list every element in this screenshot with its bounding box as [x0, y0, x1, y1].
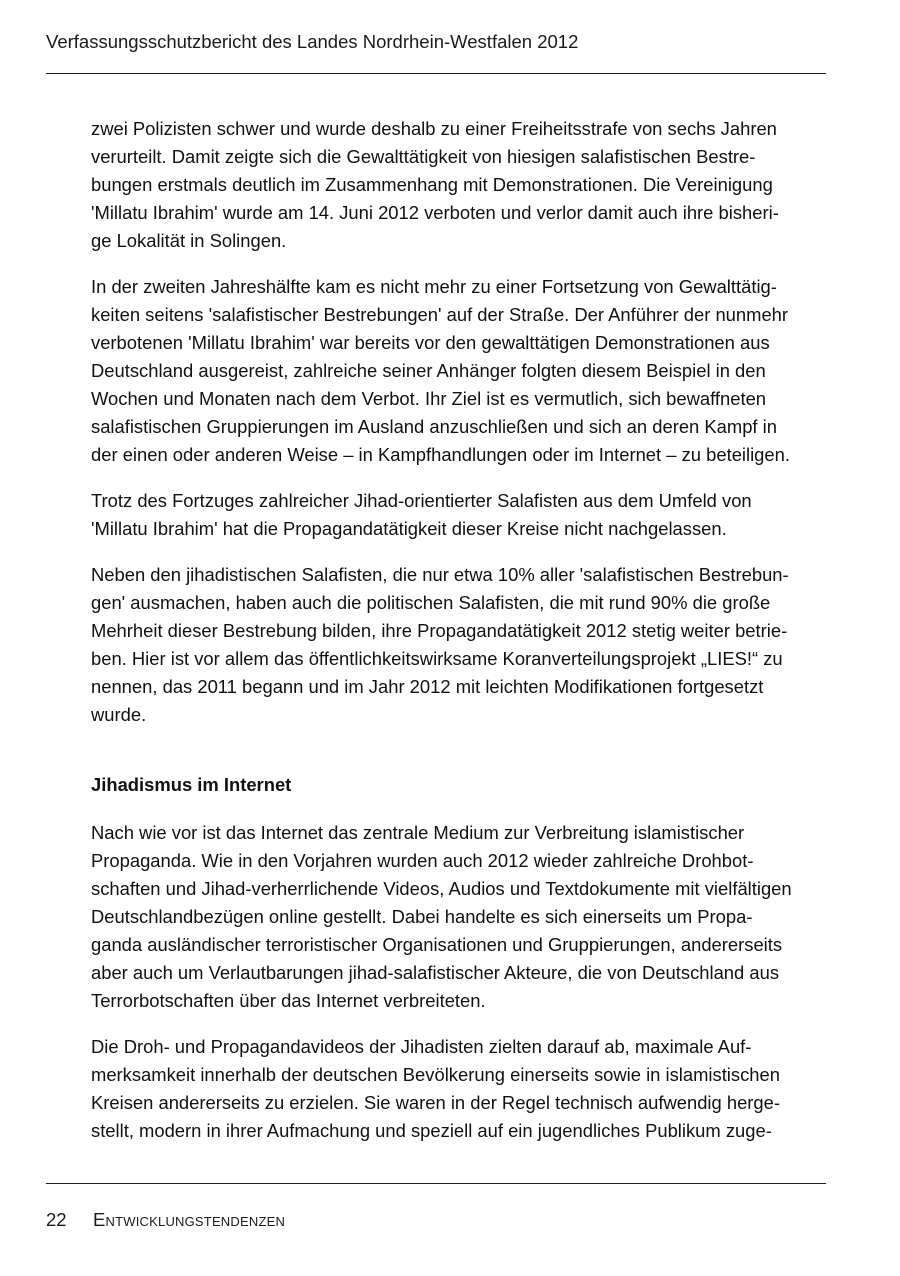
text-line: Die Droh- und Propagandavideos der Jihadisten zielten darauf ab, maximale Auf- [91, 1036, 752, 1057]
text-line: merksamkeit innerhalb der deutschen Bevölkerung einerseits sowie in islamistischen [91, 1064, 780, 1085]
text-line: bungen erstmals deutlich im Zusammenhang mit Demonstrationen. Die Vereinigung [91, 174, 773, 195]
text-line: verurteilt. Damit zeigte sich die Gewalttätigkeit von hiesigen salafistischen Bestre- [91, 146, 756, 167]
text-line: Neben den jihadistischen Salafisten, die nur etwa 10% aller 'salafistischen Bestrebun- [91, 564, 789, 585]
page-footer [46, 1208, 285, 1232]
paragraph [91, 819, 831, 1015]
footer-rule [46, 1183, 826, 1184]
paragraph [91, 273, 831, 469]
text-line: stellt, modern in ihrer Aufmachung und speziell auf ein jugendliches Publikum zuge- [91, 1120, 772, 1141]
section-heading: Jihadismus im Internet [91, 774, 292, 795]
text-line: verbotenen 'Millatu Ibrahim' war bereits vor den gewalttätigen Demonstrationen aus [91, 332, 770, 353]
paragraph [91, 487, 831, 543]
running-header-title: Verfassungsschutzbericht des Landes Nordrhein-Westfalen 2012 [46, 31, 579, 52]
text-line: Deutschlandbezügen online gestellt. Dabei handelte es sich einerseits um Propa- [91, 906, 753, 927]
text-line: ge Lokalität in Solingen. [91, 230, 287, 251]
text-line: Wochen und Monaten nach dem Verbot. Ihr Ziel ist es vermutlich, sich bewaffneten [91, 388, 767, 409]
paragraph [91, 115, 831, 255]
text-line: der einen oder anderen Weise – in Kampfhandlungen oder im Internet – zu beteiligen. [91, 444, 790, 465]
text-line: gen' ausmachen, haben auch die politischen Salafisten, die mit rund 90% die große [91, 592, 771, 613]
text-line: In der zweiten Jahreshälfte kam es nicht mehr zu einer Fortsetzung von Gewalttätig- [91, 276, 777, 297]
text-line: Mehrheit dieser Bestrebung bilden, ihre Propagandatätigkeit 2012 stetig weiter betrie- [91, 620, 788, 641]
text-line: wurde. [91, 704, 147, 725]
text-line: Trotz des Fortzuges zahlreicher Jihad-orientierter Salafisten aus dem Umfeld von [91, 490, 752, 511]
text-line: 'Millatu Ibrahim' wurde am 14. Juni 2012 verboten und verlor damit auch ihre bisheri- [91, 202, 779, 223]
text-line: 'Millatu Ibrahim' hat die Propagandatätigkeit dieser Kreise nicht nachgelassen. [91, 518, 727, 539]
chapter-title: Entwicklungstendenzen [93, 1209, 286, 1230]
text-line: ben. Hier ist vor allem das öffentlichkeitswirksame Koranverteilungsprojekt „LIES!“ zu [91, 648, 783, 669]
header-rule [46, 73, 826, 74]
paragraph [91, 561, 831, 729]
text-line: nennen, das 2011 begann und im Jahr 2012 mit leichten Modifikationen fortgesetzt [91, 676, 764, 697]
text-line: Nach wie vor ist das Internet das zentrale Medium zur Verbreitung islamistischer [91, 822, 745, 843]
paragraph [91, 1033, 831, 1145]
text-line: aber auch um Verlautbarungen jihad-salafistischer Akteure, die von Deutschland aus [91, 962, 780, 983]
text-line: zwei Polizisten schwer und wurde deshalb zu einer Freiheitsstrafe von sechs Jahren [91, 118, 777, 139]
page-number: 22 [46, 1209, 67, 1230]
text-line: ganda ausländischer terroristischer Organisationen und Gruppierungen, andererseits [91, 934, 783, 955]
text-line: keiten seitens 'salafistischer Bestrebungen' auf der Straße. Der Anführer der nunmehr [91, 304, 789, 325]
text-line: Propaganda. Wie in den Vorjahren wurden auch 2012 wieder zahlreiche Drohbot- [91, 850, 754, 871]
page-body [91, 115, 831, 1163]
text-line: Kreisen andererseits zu erzielen. Sie waren in der Regel technisch aufwendig herge- [91, 1092, 781, 1113]
text-line: schaften und Jihad-verherrlichende Videos, Audios und Textdokumente mit vielfältigen [91, 878, 792, 899]
text-line: Terrorbotschaften über das Internet verbreiteten. [91, 990, 486, 1011]
text-line: Deutschland ausgereist, zahlreiche seiner Anhänger folgten diesem Beispiel in den [91, 360, 766, 381]
text-line: salafistischen Gruppierungen im Ausland anzuschließen und sich an deren Kampf in [91, 416, 777, 437]
